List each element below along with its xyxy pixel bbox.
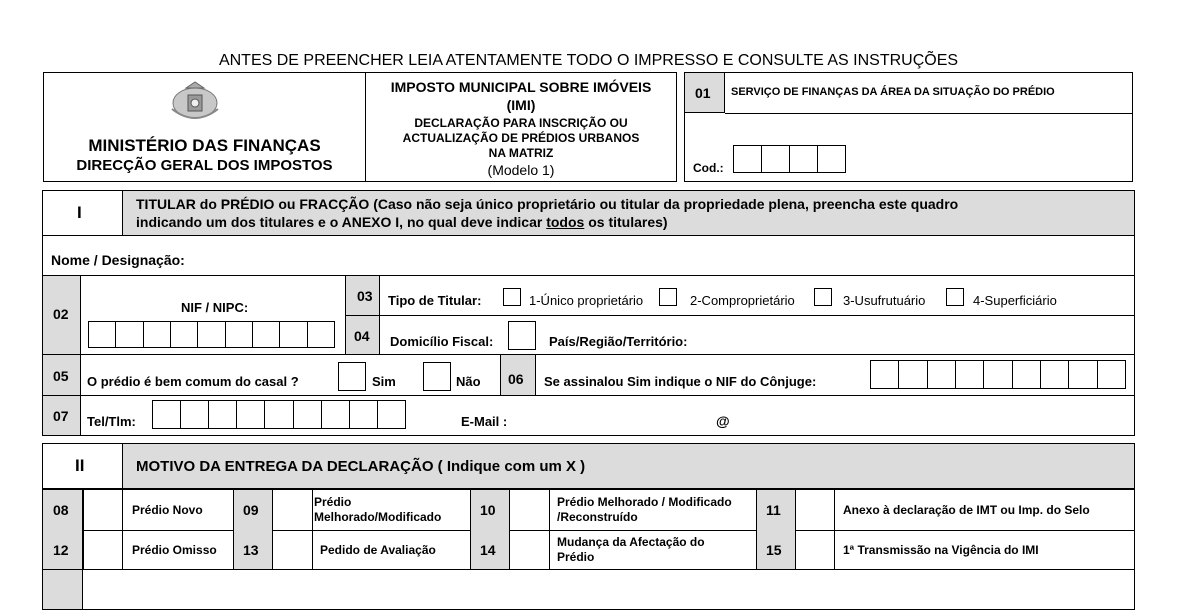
email-label: E-Mail : xyxy=(461,414,508,429)
service-box xyxy=(684,72,1133,182)
field-10-label-2: /Reconstruído xyxy=(557,510,638,524)
field-08-checkbox[interactable] xyxy=(84,491,122,529)
conjuge-label: Se assinalou Sim indique o NIF do Cônjuge: xyxy=(544,374,817,389)
form-title-box xyxy=(365,72,677,182)
tipo-label: Tipo de Titular: xyxy=(388,293,482,308)
casal-label: O prédio é bem comum do casal ? xyxy=(87,374,299,389)
field-14-label-2: Prédio xyxy=(557,550,595,564)
owner-type-4-label: 4-Superficiário xyxy=(973,293,1057,308)
decl-line-1: DECLARAÇÃO PARA INSCRIÇÃO OU xyxy=(414,116,628,130)
tax-title: IMPOSTO MUNICIPAL SOBRE IMÓVEIS xyxy=(390,79,652,95)
owner-type-2-label: 2-Comproprietário xyxy=(690,293,795,308)
owner-type-2-checkbox[interactable] xyxy=(659,288,677,306)
field-09-number: 09 xyxy=(243,502,259,518)
owner-type-1-label: 1-Único proprietário xyxy=(529,293,644,308)
ministry-box xyxy=(43,72,366,182)
field-13-checkbox[interactable] xyxy=(274,531,312,569)
tel-input[interactable] xyxy=(152,400,406,429)
section-1-header xyxy=(42,190,1135,236)
field-15-number: 15 xyxy=(766,542,782,558)
casal-sim-label: Sim xyxy=(372,374,396,389)
name-input[interactable] xyxy=(200,248,1130,272)
field-14-label-1: Mudança da Afectação do xyxy=(557,535,705,549)
name-label: Nome / Designação: xyxy=(51,252,185,268)
decl-line-2: ACTUALIZAÇÃO DE PRÉDIOS URBANOS xyxy=(402,131,640,145)
field-11-label: Anexo à declaração de IMT ou Imp. do Selo xyxy=(843,503,1090,517)
coat-of-arms-icon xyxy=(164,79,226,125)
pais-input[interactable] xyxy=(700,324,1130,350)
decl-line-3: NA MATRIZ xyxy=(488,146,554,160)
ministry-name: MINISTÉRIO DAS FINANÇAS xyxy=(88,136,321,155)
cod-input[interactable] xyxy=(733,145,846,173)
field-08-number: 08 xyxy=(53,502,69,518)
domicilio-input[interactable] xyxy=(508,321,536,350)
section-1-title-line1: TITULAR do PRÉDIO ou FRACÇÃO (Caso não seja único proprietário ou titular da propriedade plena, preencha este quadro xyxy=(136,196,959,212)
field-02-number: 02 xyxy=(53,306,69,322)
field-11-checkbox[interactable] xyxy=(797,491,834,529)
field-09-label-2: Melhorado/Modificado xyxy=(314,510,442,524)
owner-type-3-label: 3-Usufrutuário xyxy=(843,293,926,308)
field-06-number: 06 xyxy=(508,371,524,387)
field-09-label-1: Prédio xyxy=(314,495,352,509)
top-instruction: ANTES DE PREENCHER LEIA ATENTAMENTE TODO O IMPRESSO E CONSULTE AS INSTRUÇÕES xyxy=(218,52,959,69)
nif-label: NIF / NIPC: xyxy=(181,300,249,315)
field-14-number: 14 xyxy=(480,542,496,558)
field-12-checkbox[interactable] xyxy=(84,531,122,569)
service-label: SERVIÇO DE FINANÇAS DA ÁREA DA SITUAÇÃO DO PRÉDIO xyxy=(731,86,1055,98)
field-13-label: Pedido de Avaliação xyxy=(320,543,436,557)
field-01-number: 01 xyxy=(695,85,711,101)
casal-sim-checkbox[interactable] xyxy=(338,362,366,391)
owner-type-4-checkbox[interactable] xyxy=(946,288,964,306)
directorate-name: DIRECÇÃO GERAL DOS IMPOSTOS xyxy=(76,157,333,174)
field-05-number: 05 xyxy=(53,368,69,384)
pais-label: País/Região/Território: xyxy=(549,334,688,349)
section-2-header xyxy=(42,443,1135,489)
field-15-label: 1ª Transmissão na Vigência do IMI xyxy=(843,543,1039,557)
field-08-label: Prédio Novo xyxy=(132,503,203,517)
email-at-sign: @ xyxy=(716,413,730,429)
field-09-checkbox[interactable] xyxy=(274,491,312,529)
nif-input[interactable] xyxy=(88,321,335,348)
field-12-number: 12 xyxy=(53,542,69,558)
field-11-number: 11 xyxy=(766,502,781,518)
field-10-number: 10 xyxy=(480,502,496,518)
reasons-table xyxy=(42,489,1135,610)
domicilio-label: Domicílio Fiscal: xyxy=(390,334,494,349)
casal-nao-label: Não xyxy=(456,374,481,389)
owner-type-1-checkbox[interactable] xyxy=(503,288,521,306)
conjuge-nif-input[interactable] xyxy=(870,360,1126,389)
tax-abbrev: (IMI) xyxy=(506,97,536,113)
field-03-number: 03 xyxy=(357,288,373,304)
field-13-number: 13 xyxy=(243,542,259,558)
field-14-checkbox[interactable] xyxy=(511,531,549,569)
casal-nao-checkbox[interactable] xyxy=(423,362,451,391)
field-15-checkbox[interactable] xyxy=(797,531,834,569)
model-label: (Modelo 1) xyxy=(487,162,555,178)
field-10-label-1: Prédio Melhorado / Modificado xyxy=(557,495,732,509)
section-1-roman: I xyxy=(77,203,82,222)
field-07-number: 07 xyxy=(53,408,69,424)
section-2-title: MOTIVO DA ENTREGA DA DECLARAÇÃO ( Indique com um X ) xyxy=(136,458,586,475)
field-10-checkbox[interactable] xyxy=(511,491,549,529)
section-2-roman: II xyxy=(75,456,85,475)
tel-label: Tel/Tlm: xyxy=(87,414,136,429)
field-04-number: 04 xyxy=(354,328,370,344)
owner-type-3-checkbox[interactable] xyxy=(814,288,832,306)
cod-label: Cod.: xyxy=(693,161,724,175)
section-1-title-line2: indicando um dos titulares e o ANEXO I, no qual deve indicar todos os titulares) xyxy=(136,214,668,230)
reason-other-input[interactable] xyxy=(84,570,1134,609)
email-input[interactable] xyxy=(520,404,1120,430)
field-12-label: Prédio Omisso xyxy=(132,543,217,557)
